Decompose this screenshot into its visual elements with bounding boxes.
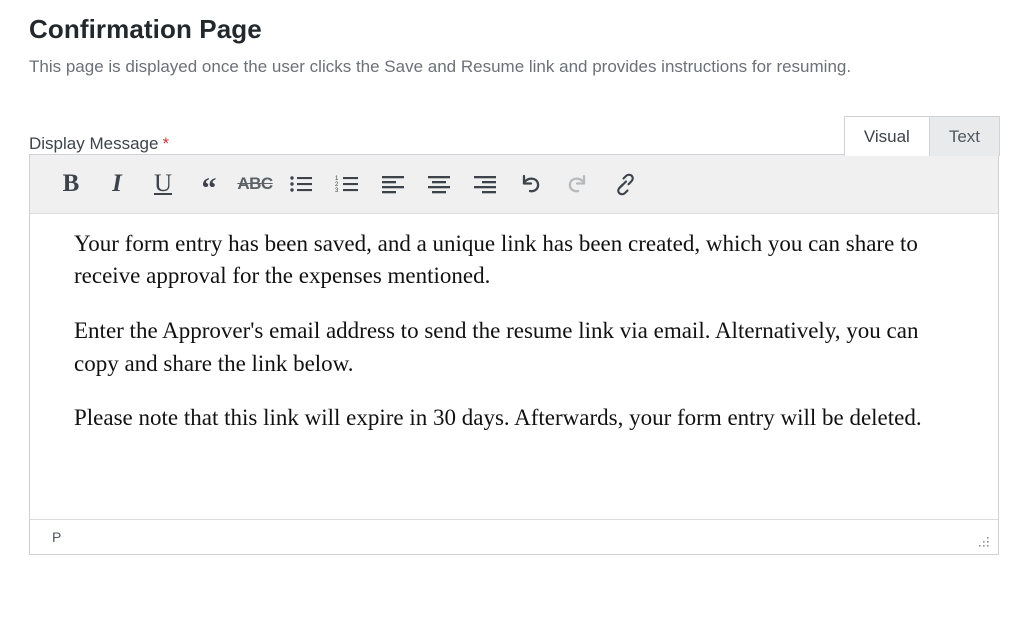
- align-center-icon[interactable]: [416, 162, 462, 206]
- page-title: Confirmation Page: [29, 14, 262, 44]
- display-message-label: Display Message: [29, 133, 159, 153]
- editor-paragraph: Your form entry has been saved, and a unique link has been created, which you can share to receive approval for the expenses mentioned.: [74, 230, 918, 289]
- strikethrough-icon[interactable]: ABC: [237, 174, 273, 194]
- bold-icon[interactable]: B: [62, 170, 80, 198]
- editor-paragraph: Please note that this link will expire in 30 days. Afterwards, your form entry will be deleted.: [74, 405, 922, 431]
- tab-text[interactable]: Text: [930, 116, 1000, 156]
- editor-toolbar: [30, 155, 998, 214]
- underline-icon[interactable]: U: [153, 170, 173, 198]
- align-right-icon[interactable]: [462, 162, 508, 206]
- rich-text-editor: [29, 154, 999, 555]
- blockquote-icon[interactable]: “: [201, 171, 217, 205]
- editor-paragraph: Enter the Approver's email address to send the resume link via email. Alternatively, you can copy and share the link below.: [74, 318, 919, 376]
- svg-text:1: 1: [335, 175, 339, 182]
- tab-visual[interactable]: Visual: [844, 116, 930, 156]
- align-left-icon[interactable]: [370, 162, 416, 206]
- editor-mode-tabs: [844, 115, 1000, 155]
- redo-icon[interactable]: [554, 162, 600, 206]
- insert-link-icon[interactable]: [600, 162, 646, 206]
- required-indicator: *: [162, 133, 170, 153]
- element-path[interactable]: P: [52, 528, 62, 545]
- resize-handle-icon[interactable]: [977, 535, 991, 549]
- display-message-label-row: [29, 114, 1000, 154]
- italic-icon[interactable]: I: [112, 170, 122, 198]
- numbered-list-icon[interactable]: [324, 162, 370, 206]
- svg-text:2: 2: [335, 181, 339, 188]
- editor-content-area[interactable]: [30, 214, 998, 519]
- undo-icon[interactable]: [508, 162, 554, 206]
- bulleted-list-icon[interactable]: [278, 162, 324, 206]
- editor-statusbar: [30, 519, 998, 554]
- page-description: This page is displayed once the user clicks the Save and Resume link and provides instructions for resuming.: [29, 57, 852, 77]
- svg-text:3: 3: [335, 187, 339, 194]
